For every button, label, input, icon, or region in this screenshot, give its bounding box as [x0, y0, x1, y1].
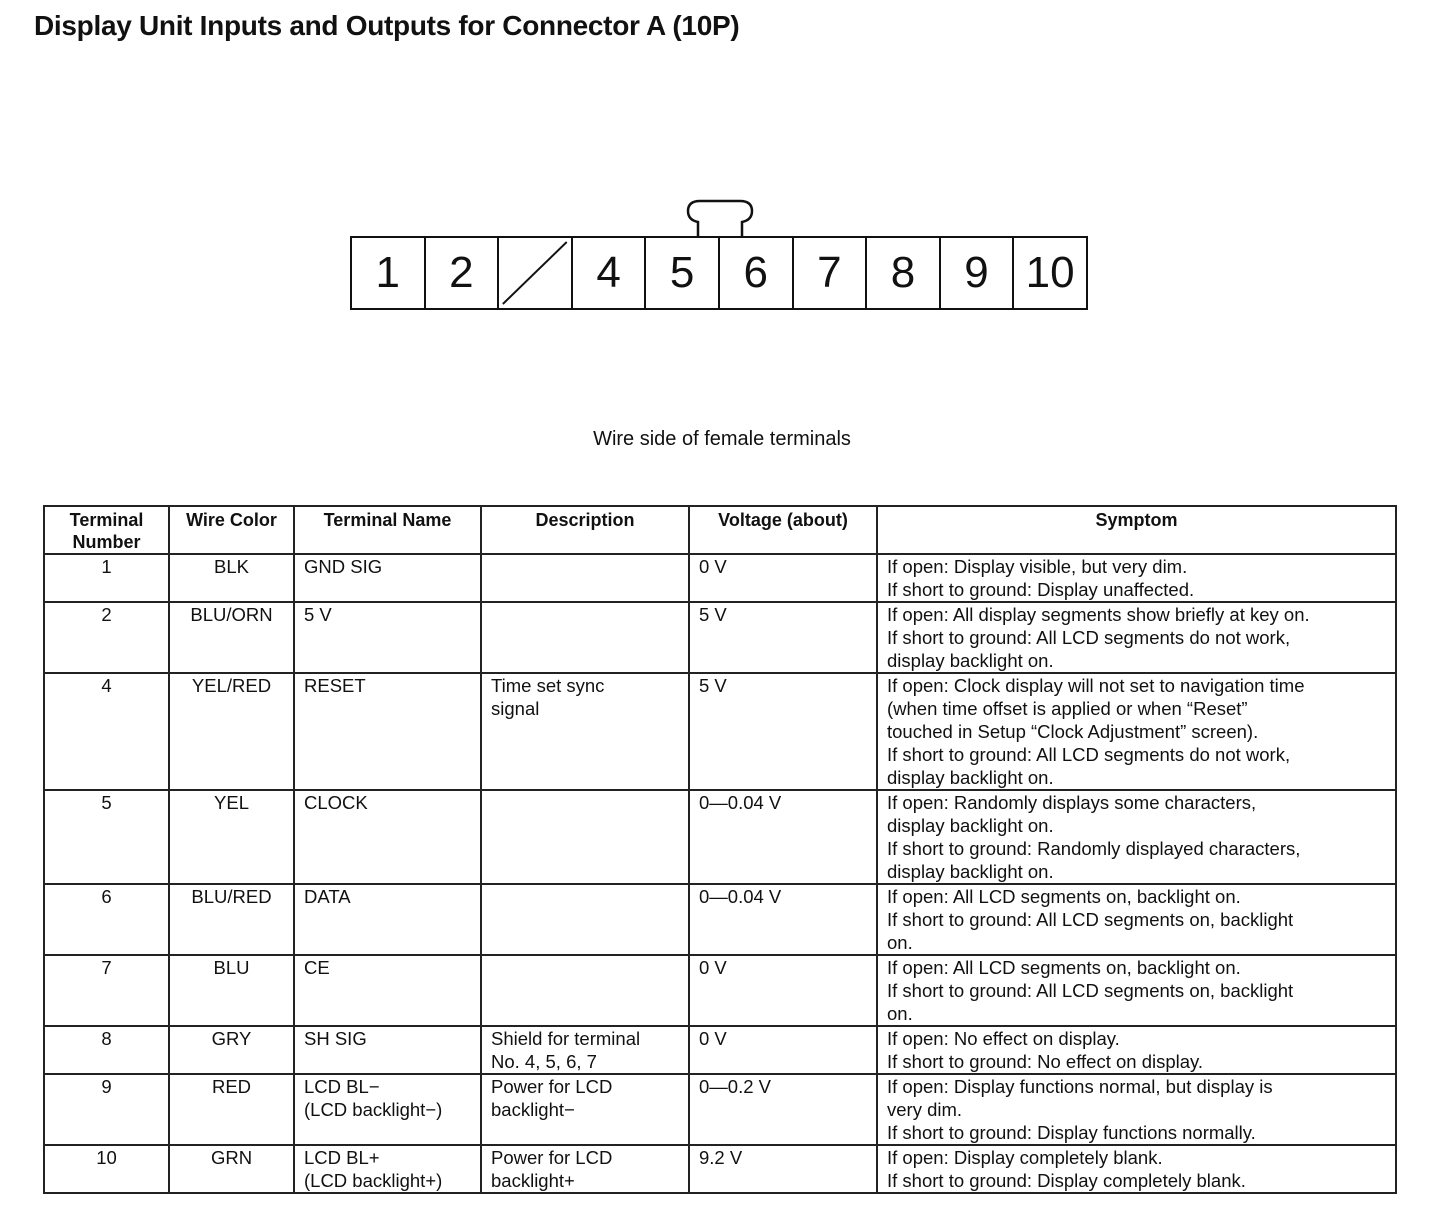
cell-terminal: 4	[44, 673, 169, 790]
terminal-cell-8: 8	[867, 238, 941, 308]
terminal-cell-10: 10	[1025, 248, 1075, 297]
connector-caption: Wire side of female terminals	[593, 428, 851, 450]
cell-wire-color: GRY	[169, 1026, 294, 1074]
cell-symptom: If open: All display segments show briefly at key on. If short to ground: All LCD segments do not work, display backlight on.	[877, 602, 1396, 673]
cell-description	[481, 790, 689, 884]
table-row	[44, 602, 1396, 673]
table-row	[44, 790, 1396, 884]
cell-wire-color: BLK	[169, 554, 294, 602]
cell-wire-color: RED	[169, 1074, 294, 1145]
empty-slot-slash-icon	[499, 238, 571, 308]
io-table	[43, 505, 1397, 1194]
cell-terminal-name: 5 V	[294, 602, 481, 673]
terminal-cell-2: 2	[426, 238, 500, 308]
cell-description: Time set sync signal	[481, 673, 689, 790]
table-row	[44, 884, 1396, 955]
cell-terminal: 8	[44, 1026, 169, 1074]
cell-terminal-name: LCD BL+ (LCD backlight+)	[294, 1145, 481, 1193]
cell-terminal-name: RESET	[294, 673, 481, 790]
cell-description	[481, 554, 689, 602]
cell-symptom: If open: All LCD segments on, backlight on. If short to ground: All LCD segments on, backlight on.	[877, 884, 1396, 955]
header-symptom: Symptom	[877, 506, 1396, 554]
cell-symptom: If open: Randomly displays some characters, display backlight on. If short to ground: Randomly displayed characters, display backlight on.	[877, 790, 1396, 884]
table-row	[44, 673, 1396, 790]
cell-voltage: 0—0.2 V	[689, 1074, 877, 1145]
cell-description: Power for LCD backlight−	[481, 1074, 689, 1145]
cell-wire-color: BLU/RED	[169, 884, 294, 955]
cell-symptom: If open: No effect on display. If short to ground: No effect on display.	[877, 1026, 1396, 1074]
cell-terminal: 10	[44, 1145, 169, 1193]
table-header-row	[44, 506, 1396, 554]
cell-symptom: If open: Display completely blank. If short to ground: Display completely blank.	[877, 1145, 1396, 1193]
cell-description: Power for LCD backlight+	[481, 1145, 689, 1193]
terminal-cell-9: 9	[941, 238, 1015, 308]
terminal-cell-6: 6	[720, 238, 794, 308]
cell-wire-color: YEL	[169, 790, 294, 884]
cell-voltage: 0—0.04 V	[689, 790, 877, 884]
cell-description	[481, 955, 689, 1026]
table-row	[44, 554, 1396, 602]
connector-latch	[686, 198, 754, 238]
cell-description	[481, 602, 689, 673]
cell-voltage: 0 V	[689, 1026, 877, 1074]
cell-terminal: 2	[44, 602, 169, 673]
cell-voltage: 0 V	[689, 554, 877, 602]
cell-terminal: 1	[44, 554, 169, 602]
cell-voltage: 0 V	[689, 955, 877, 1026]
cell-voltage: 5 V	[689, 602, 877, 673]
table-row	[44, 955, 1396, 1026]
cell-symptom: If open: All LCD segments on, backlight on. If short to ground: All LCD segments on, backlight on.	[877, 955, 1396, 1026]
header-wire-color: Wire Color	[169, 506, 294, 554]
cell-description	[481, 884, 689, 955]
cell-terminal: 5	[44, 790, 169, 884]
table-row	[44, 1026, 1396, 1074]
header-terminal-number: Terminal Number	[44, 506, 169, 554]
terminal-cell-empty	[499, 238, 573, 308]
header-voltage: Voltage (about)	[689, 506, 877, 554]
cell-symptom: If open: Display visible, but very dim. If short to ground: Display unaffected.	[877, 554, 1396, 602]
cell-voltage: 5 V	[689, 673, 877, 790]
cell-wire-color: BLU	[169, 955, 294, 1026]
connector-diagram	[350, 236, 1088, 310]
cell-wire-color: YEL/RED	[169, 673, 294, 790]
page-title: Display Unit Inputs and Outputs for Connector A (10P)	[34, 10, 740, 41]
cell-symptom: If open: Display functions normal, but display is very dim. If short to ground: Display functions normally.	[877, 1074, 1396, 1145]
terminal-cell-7: 7	[794, 238, 868, 308]
cell-wire-color: GRN	[169, 1145, 294, 1193]
header-description: Description	[481, 506, 689, 554]
cell-terminal-name: CE	[294, 955, 481, 1026]
terminal-cell-4: 4	[573, 238, 647, 308]
cell-voltage: 9.2 V	[689, 1145, 877, 1193]
table-row	[44, 1145, 1396, 1193]
cell-symptom: If open: Clock display will not set to navigation time (when time offset is applied or when “Reset” touched in Setup “Clock Adjustment” screen). If short to ground: All LCD segments do not work, display backlight on.	[877, 673, 1396, 790]
terminal-cell-1: 1	[352, 238, 426, 308]
cell-terminal: 6	[44, 884, 169, 955]
header-terminal-name: Terminal Name	[294, 506, 481, 554]
cell-terminal-name: LCD BL− (LCD backlight−)	[294, 1074, 481, 1145]
cell-terminal-name: GND SIG	[294, 554, 481, 602]
cell-terminal-name: CLOCK	[294, 790, 481, 884]
cell-terminal: 7	[44, 955, 169, 1026]
cell-terminal: 9	[44, 1074, 169, 1145]
table-row	[44, 1074, 1396, 1145]
cell-voltage: 0—0.04 V	[689, 884, 877, 955]
cell-terminal-name: DATA	[294, 884, 481, 955]
cell-terminal-name: SH SIG	[294, 1026, 481, 1074]
cell-wire-color: BLU/ORN	[169, 602, 294, 673]
cell-description: Shield for terminal No. 4, 5, 6, 7	[481, 1026, 689, 1074]
terminal-cell-5: 5	[646, 238, 720, 308]
